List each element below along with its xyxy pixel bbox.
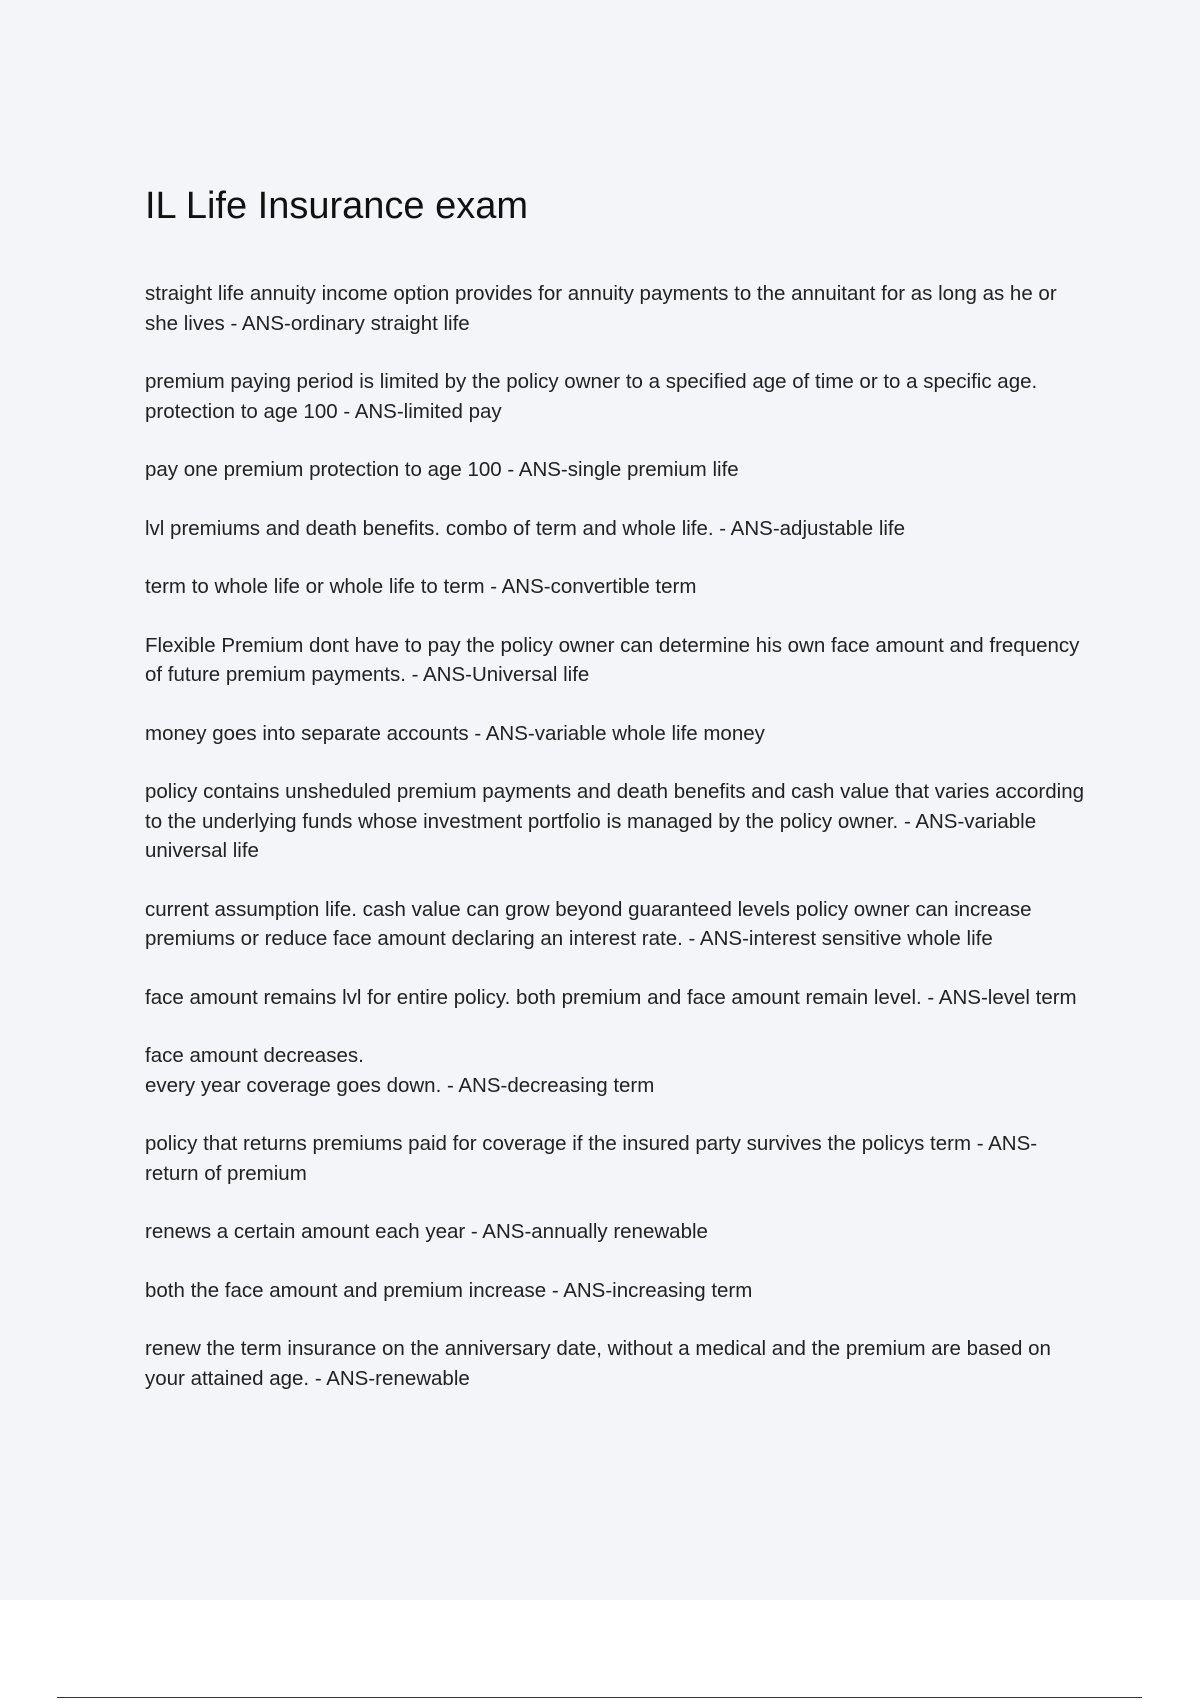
qa-item: Flexible Premium dont have to pay the policy owner can determine his own face amount and frequency of future premium payments. - ANS-Universal life	[145, 633, 1080, 686]
qa-item: policy that returns premiums paid for coverage if the insured party survives the policys term - ANS-return of premium	[145, 1132, 1038, 1185]
qa-list	[145, 279, 1085, 1422]
qa-item: face amount remains lvl for entire policy. both premium and face amount remain level. - ANS-level term	[145, 985, 1077, 1009]
qa-item: term to whole life or whole life to term - ANS-convertible term	[145, 575, 697, 598]
qa-item: renews a certain amount each year - ANS-annually renewable	[145, 1220, 708, 1243]
qa-item: lvl premiums and death benefits. combo of term and whole life. - ANS-adjustable life	[145, 516, 906, 540]
qa-item: face amount decreases. every year coverage goes down. - ANS-decreasing term	[145, 1044, 655, 1097]
qa-item: money goes into separate accounts - ANS-variable whole life money	[145, 721, 765, 745]
qa-item: policy contains unsheduled premium payments and death benefits and cash value that varies according to the underlying funds whose investment portfolio is managed by the policy owner. - ANS-variable universal life	[145, 780, 1085, 862]
document-title: IL Life Insurance exam	[145, 185, 529, 227]
qa-item: straight life annuity income option provides for annuity payments to the annuitant for as long as he or she lives - ANS-ordinary straight life	[145, 282, 1057, 335]
qa-item: premium paying period is limited by the policy owner to a specified age of time or to a specific age. protection to age 100 - ANS-limited pay	[145, 370, 1038, 423]
qa-item: both the face amount and premium increase - ANS-increasing term	[145, 1278, 753, 1302]
qa-item: current assumption life. cash value can grow beyond guaranteed levels policy owner can increase premiums or reduce face amount declaring an interest rate. - ANS-interest sensitive whole life	[145, 897, 1032, 950]
qa-item: renew the term insurance on the anniversary date, without a medical and the premium are based on your attained age. - ANS-renewable	[145, 1337, 1051, 1390]
qa-item: pay one premium protection to age 100 - ANS-single premium life	[145, 458, 739, 481]
footer-rule	[57, 1697, 1142, 1698]
